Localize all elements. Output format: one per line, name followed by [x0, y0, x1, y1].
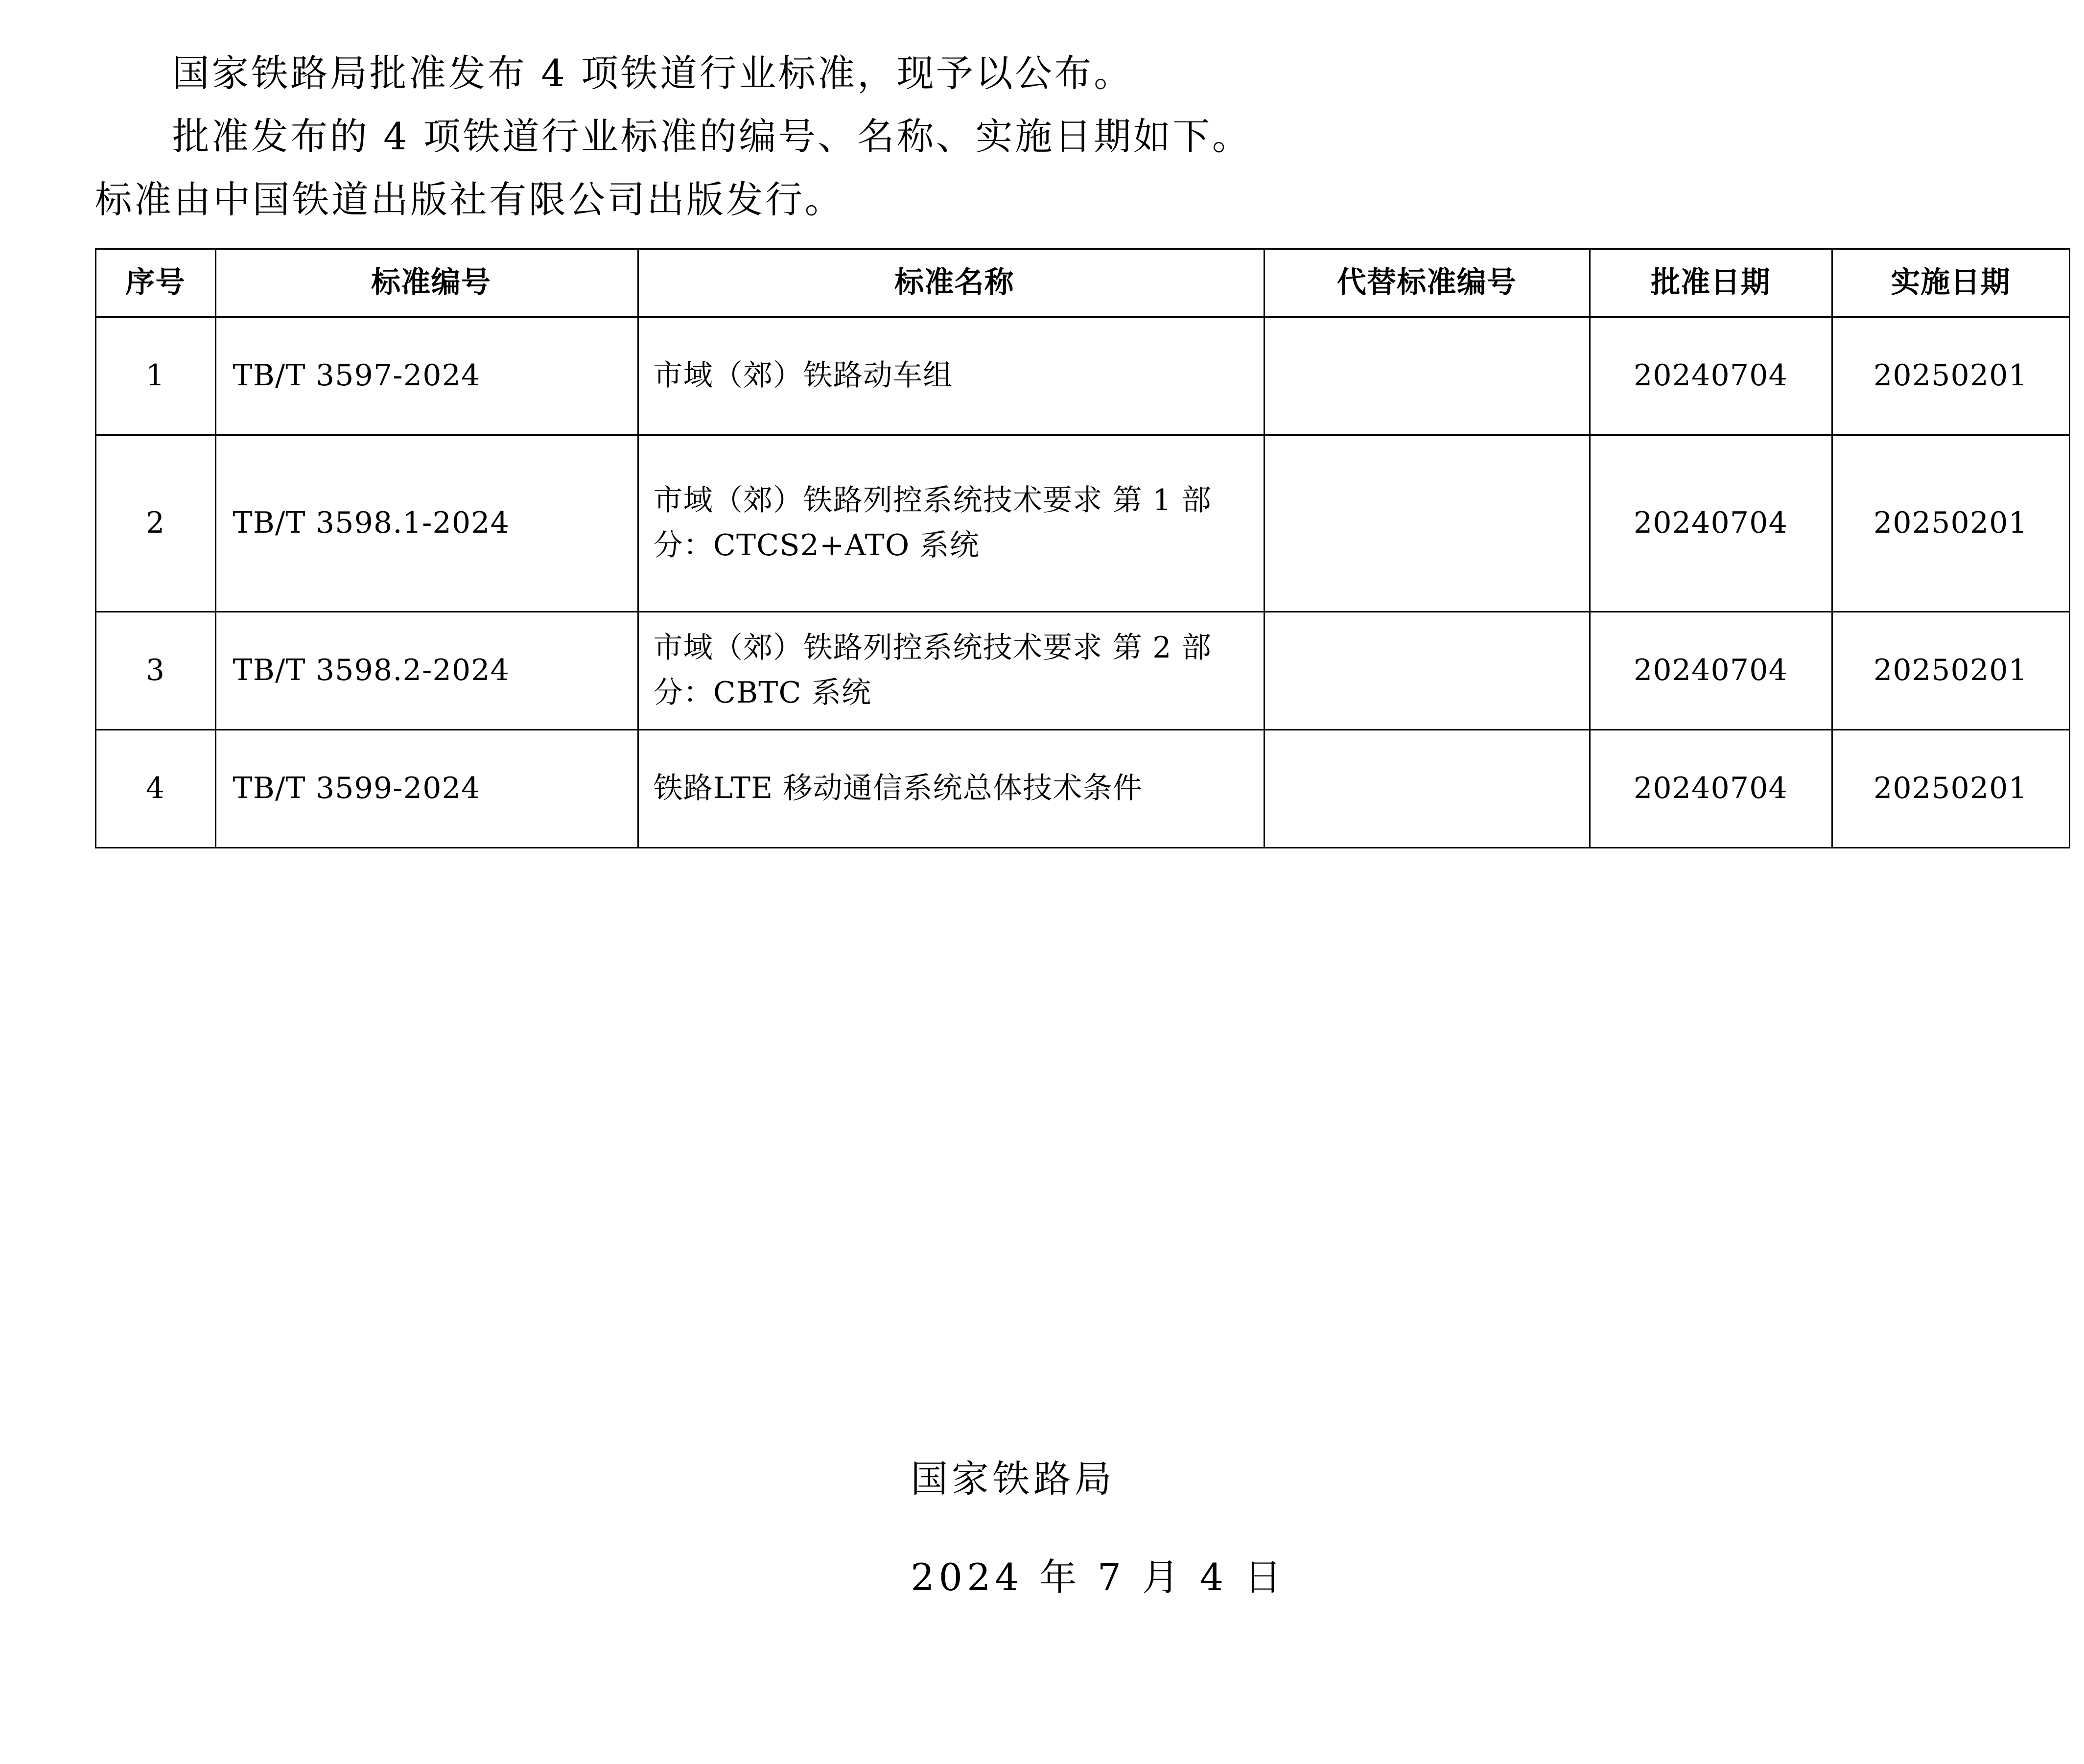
- document-body: [95, 0, 1990, 230]
- cell-replaced: [1264, 729, 1590, 847]
- signature-block: [0, 1449, 2084, 1601]
- cell-index: 4: [95, 729, 215, 847]
- table-header: [95, 249, 2069, 317]
- column-header-code: 标准编号: [215, 249, 638, 317]
- table-header-row: [95, 249, 2069, 317]
- cell-approval-date: 20240704: [1590, 317, 1832, 435]
- standards-table: [95, 248, 2070, 848]
- cell-index: 2: [95, 435, 215, 612]
- signature-organization: 国家铁路局: [911, 1457, 1116, 1501]
- signature-inner: [911, 1449, 1286, 1601]
- cell-replaced: [1264, 612, 1590, 729]
- cell-index: 1: [95, 317, 215, 435]
- table-row: [95, 317, 2069, 435]
- cell-implementation-date: 20250201: [1832, 729, 2069, 847]
- cell-name: 市域（郊）铁路列控系统技术要求 第 1 部分：CTCS2+ATO 系统: [638, 435, 1264, 612]
- cell-implementation-date: 20250201: [1832, 317, 2069, 435]
- paragraph-2: 批准发布的 4 项铁道行业标准的编号、名称、实施日期如下。: [172, 115, 1252, 159]
- paragraph-3: 标准由中国铁道出版社有限公司出版发行。: [94, 178, 844, 222]
- cell-approval-date: 20240704: [1590, 729, 1832, 847]
- cell-code: TB/T 3598.2-2024: [215, 612, 638, 729]
- cell-name: 市域（郊）铁路动车组: [638, 317, 1264, 435]
- column-header-index: 序号: [95, 249, 215, 317]
- cell-approval-date: 20240704: [1590, 435, 1832, 612]
- column-header-approval: 批准日期: [1590, 249, 1832, 317]
- cell-implementation-date: 20250201: [1832, 612, 2069, 729]
- standards-table-wrapper: [95, 248, 2028, 848]
- cell-index: 3: [95, 612, 215, 729]
- cell-code: TB/T 3598.1-2024: [215, 435, 638, 612]
- cell-replaced: [1264, 435, 1590, 612]
- table-row: [95, 612, 2069, 729]
- cell-name: 铁路LTE 移动通信系统总体技术条件: [638, 729, 1264, 847]
- table-row: [95, 729, 2069, 847]
- cell-approval-date: 20240704: [1590, 612, 1832, 729]
- table-row: [95, 435, 2069, 612]
- column-header-implementation: 实施日期: [1832, 249, 2069, 317]
- cell-implementation-date: 20250201: [1832, 435, 2069, 612]
- signature-date: 2024 年 7 月 4 日: [911, 1555, 1286, 1599]
- column-header-replaced: 代替标准编号: [1264, 249, 1590, 317]
- cell-replaced: [1264, 317, 1590, 435]
- cell-code: TB/T 3599-2024: [215, 729, 638, 847]
- cell-name: 市域（郊）铁路列控系统技术要求 第 2 部分：CBTC 系统: [638, 612, 1264, 729]
- cell-code: TB/T 3597-2024: [215, 317, 638, 435]
- paragraph-1: 国家铁路局批准发布 4 项铁道行业标准，现予以公布。: [172, 51, 1133, 95]
- column-header-name: 标准名称: [638, 249, 1264, 317]
- table-body: [95, 317, 2069, 847]
